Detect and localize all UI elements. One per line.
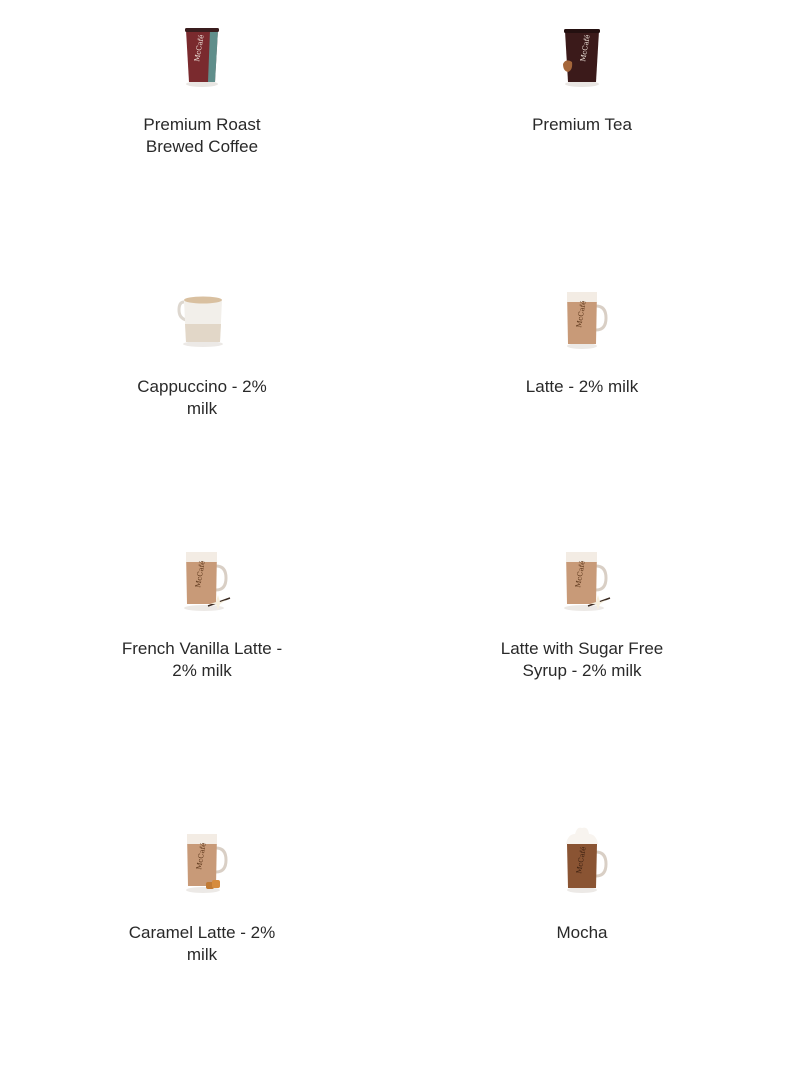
menu-item-label: French Vanilla Latte - 2% milk (121, 639, 283, 680)
glass-mug-caramel-icon (162, 824, 242, 904)
menu-item-label: Latte - 2% milk (525, 377, 639, 396)
menu-item-premium-tea[interactable] (482, 16, 682, 136)
menu-item-label: Premium Roast Brewed Coffee (143, 115, 261, 156)
glass-mug-whipped-cream-icon (542, 824, 622, 904)
glass-mug-vanilla-icon (162, 540, 242, 620)
paper-tea-cup-icon (542, 16, 622, 96)
menu-item-premium-roast-brewed-coffee[interactable] (102, 16, 302, 158)
paper-coffee-cup-icon (162, 16, 242, 96)
svg-text:McCafé: McCafé (575, 846, 588, 875)
svg-text:McCafé: McCafé (195, 842, 208, 871)
ceramic-mug-icon (162, 278, 242, 358)
menu-item-french-vanilla-latte[interactable] (102, 540, 302, 682)
svg-text:McCafé: McCafé (194, 560, 207, 589)
menu-item-latte[interactable] (482, 278, 682, 398)
svg-text:McCafé: McCafé (574, 560, 587, 589)
menu-item-latte-sugar-free-syrup[interactable] (482, 540, 682, 682)
menu-item-label: Latte with Sugar Free Syrup - 2% milk (500, 639, 664, 680)
menu-item-label: Caramel Latte - 2% milk (128, 923, 276, 964)
menu-item-label: Cappuccino - 2% milk (137, 377, 267, 418)
svg-text:McCafé: McCafé (579, 34, 592, 63)
menu-item-caramel-latte[interactable] (102, 824, 302, 966)
menu-item-cappuccino[interactable] (102, 278, 302, 420)
glass-mug-vanilla-icon (542, 540, 622, 620)
menu-item-mocha[interactable] (482, 824, 682, 944)
svg-text:McCafé: McCafé (193, 34, 206, 63)
glass-mug-latte-icon (542, 278, 622, 358)
svg-text:McCafé: McCafé (575, 300, 588, 329)
menu-item-label: Mocha (556, 923, 608, 942)
menu-item-label: Premium Tea (532, 115, 632, 134)
